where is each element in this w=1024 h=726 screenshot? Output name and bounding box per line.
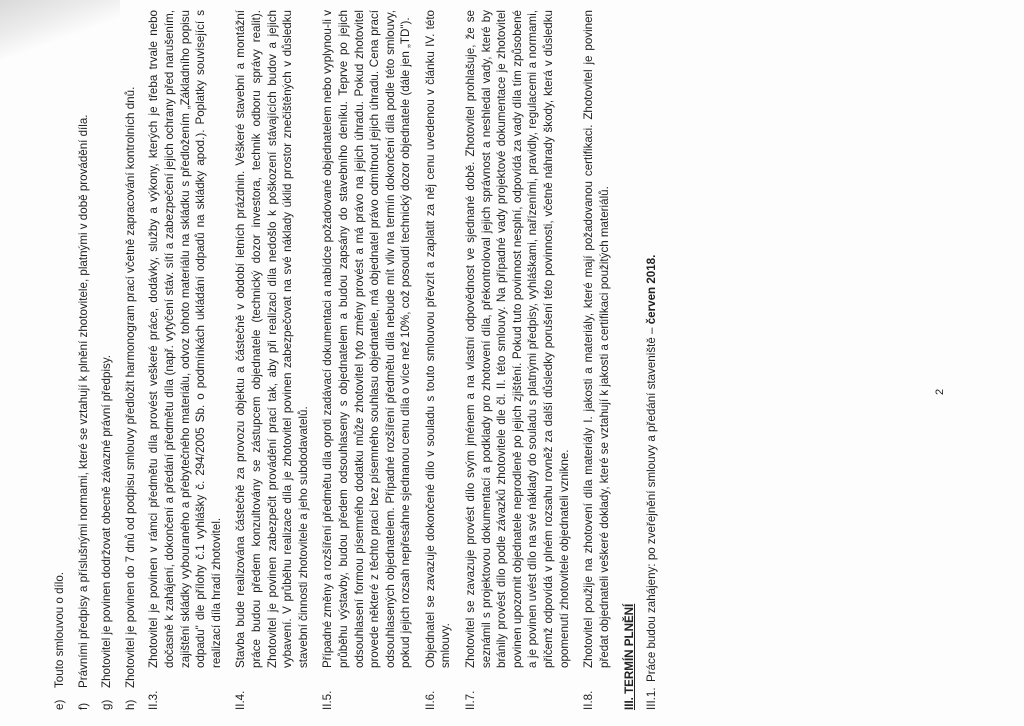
section-II-5 <box>320 10 414 710</box>
section-text: Stavba bude realizována částečně za provozu objektu a částečně v období letních prázdnin. Veškeré stavební a montážní práce budou předem konzultovány se zástupcem objednatele (technický dozor investora, technik odboru správy realit). Zhotovitel je povinen zabezpečit provádění prací tak, aby při realizaci díla nedošlo k poškození stávajících budov a jejich vybavení. V průběhu realizace díla je zhotovitel povinen zabezpečovat na své náklady úklid prostor znečištěných v důsledku stavební činnosti zhotovitele a jeho subdodavatelů. <box>234 10 310 668</box>
section-label: II.7. <box>464 690 478 710</box>
item-label: h) <box>123 699 137 710</box>
item-label: f) <box>76 702 90 710</box>
section-text: Práce budou zahájeny: po zveřejnění smlouvy a předání staveniště – <box>645 327 658 682</box>
section-III-1 <box>644 10 660 710</box>
start-date: červen 2018. <box>645 254 658 325</box>
section-II-4 <box>233 10 311 710</box>
section-II-8 <box>581 10 612 710</box>
item-label: e) <box>53 699 66 710</box>
section-II-6 <box>423 10 454 710</box>
section-label: II.6. <box>423 690 437 710</box>
section-text: Zhotovitel se zavazuje provést dílo svým jménem a na vlastní odpovědnost ve sjednané době. Zhotovitel prohlašuje, že se seznámil s projektovou dokumentací a podklady pro zhotovení díla, překontroloval jejich správnost a neshledal vady, které by bránily provést dílo podle závazků zhotovitele dle čl. II. této smlouvy. Na případné vady projektové dokumentace je zhotovitel povinen upozornit objednatele neprodleně po jejich zjištění. Pokud tuto povinnost nesplní, odpovídá za vady díla tím způsobené a je povinen uvést dílo na své náklady do souladu s platnými předpisy, vyhláškami, nařízeními, pravidly, regulacemi a normami, přičemž odpovídá v plném rozsahu rovněž za další důsledky porušení této povinnosti, včetně náhrady škody, která v důsledku opomenutí zhotovitele objednateli vznikne. <box>464 10 571 668</box>
list-item <box>99 10 115 710</box>
section-text: Případné změny a rozšíření předmětu díla oproti zadávací dokumentaci a nabídce požadované objednatelem nebo vyplynou-li v průběhu výstavby, budou předem odsouhlaseny s objednatelem a budou zapsány do stavebního deníku. Teprve po jejich odsouhlasení formou písemného dodatku může zhotovitel tyto změny provést a má právo na jejich úhradu. Pokud zhotovitel provede některé z těchto prací bez písemného souhlasu objednatele, má objednatel právo odmítnout jejich úhradu. Cena prací odsouhlasených objednatelem. Případné rozšíření předmětu díla nebude mít vliv na termín dokončení díla podle této smlouvy, pokud jejich rozsah nepřesáhne sjednanou cenu díla o více než 10%, což posoudí technický dozor objednatele (dále jen „TD"). <box>321 10 413 668</box>
section-text: Objednatel se zavazuje dokončené dílo v souladu s touto smlouvou převzít a zaplatit za něj cenu uvedenou v článku IV. této smlouvy. <box>423 10 453 668</box>
section-text: Zhotovitel použije na zhotovení díla materiály I. jakosti a materiály, které mají požadovanou certifikaci. Zhotovitel je povinen předat objednateli veškeré doklady, které se vztahují k jakosti a certifikaci použitých materiálů. <box>582 10 611 668</box>
section-label: II.8. <box>582 690 596 710</box>
section-label: II.4. <box>234 690 248 710</box>
section-II-3 <box>146 10 224 710</box>
page-number: 2 <box>934 388 946 395</box>
item-text: Zhotovitel je povinen do 7 dnů od podpisu smlouvy předložit harmonogram prací včetně zapracování kontrolních dnů. <box>123 86 137 688</box>
list-item <box>123 10 139 710</box>
section-II-7 <box>463 10 572 710</box>
section-label: II.3. <box>147 690 161 710</box>
item-label: g) <box>100 699 114 710</box>
rotated-document-body <box>52 10 952 710</box>
section-heading-termin-plneni: III. TERMÍN PLNĚNÍ <box>623 603 637 710</box>
section-text: Zhotovitel je povinen v rámci předmětu díla provést veškeré práce, dodávky, služby a výkony, kterých je třeba trvale nebo dočasně k zahájení, dokončení a předání předmětu díla (např. vytyčení stáv. sítí a zabezpečení jejich ochrany před narušením, zajištění skládky vybouraného a přebytečného materiálu, odvoz tohoto materiálu na skládku s předložením „Základního popisu odpadu" dle přílohy č.1 vyhlášky č. 294/2005 Sb. o podmínkách ukládání odpadů na skládky apod.). Poplatky související s realizací díla hradí zhotovitel. <box>147 10 223 668</box>
item-text: Právními předpisy a příslušnými normami, které se vztahují k plnění zhotovitele, platnými v době provádění díla. <box>76 114 90 688</box>
item-text: Zhotovitel je povinen dodržovat obecně závazné právní předpisy. <box>100 355 114 688</box>
list-item <box>76 10 92 710</box>
list-item <box>52 10 68 710</box>
section-label: III.1. <box>645 687 658 710</box>
item-text: Touto smlouvou o dílo. <box>53 571 66 688</box>
section-label: II.5. <box>321 690 335 710</box>
